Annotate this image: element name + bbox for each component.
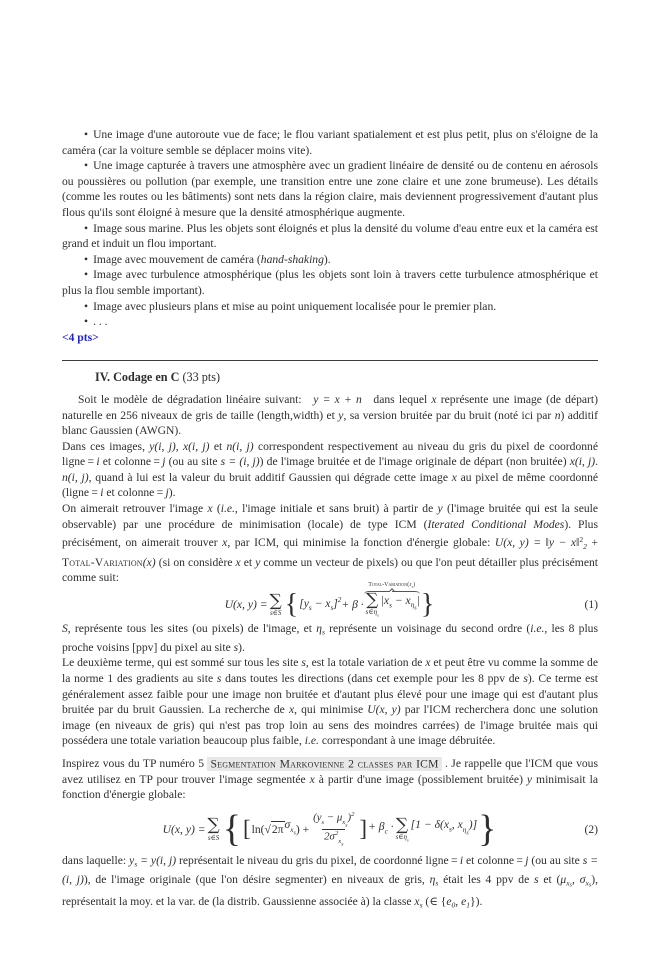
bullet-list bbox=[62, 127, 598, 330]
list-item bbox=[62, 267, 598, 298]
points-badge: <4 pts> bbox=[62, 330, 99, 344]
equation-1-body: U(x, y) = ∑ s∈S { $[y_s - x_s]^2$ + β · Total-$Variation(x_s)$ ∑ $s\in\eta_s$ $|x_s - x_{\eta_s}|$ } bbox=[224, 581, 435, 620]
left-brace: { bbox=[222, 808, 241, 851]
list-item-text: Image avec plusieurs plans et mise au point uniquement localisée pour le premier plan. bbox=[93, 299, 497, 313]
paragraph-model: Soit le modèle de dégradation linéaire suivant: y = x + n dans lequel x représente une image (de départ) naturelle en 256 niveaux de gris de taille (length,width) et y, sa version bruitée par du bruit (noté ici par n) additif blanc Gaussien (AWGN). bbox=[62, 392, 598, 438]
section-title: IV. Codage en C bbox=[95, 370, 180, 385]
equation-2 bbox=[62, 808, 598, 851]
fraction bbox=[311, 811, 356, 848]
sum-operator: ∑ s∈S bbox=[207, 815, 220, 842]
right-brace: } bbox=[478, 808, 497, 851]
list-item bbox=[62, 299, 598, 315]
sigma-icon: ∑ bbox=[269, 590, 282, 611]
paragraph-sites: S, représente tous les sites (ou pixels) de l'image, et $\eta_s$ représente un voisinage du second ordre (i.e., les 8 plus proche voisins [ppv] du pixel au site s). bbox=[62, 621, 598, 654]
bullet-icon: • bbox=[84, 159, 89, 173]
sum-operator: ∑ s∈S bbox=[269, 590, 282, 617]
fraction-numerator: $(y_s - \mu_{x_s})^2$ bbox=[313, 810, 355, 828]
bullet-icon: • bbox=[84, 128, 89, 141]
right-brace: } bbox=[420, 588, 435, 620]
list-item bbox=[62, 252, 598, 268]
equation-number: (1) bbox=[584, 597, 598, 611]
list-item bbox=[62, 127, 598, 158]
overbrace-label: Total-$Variation(x_s)$ bbox=[368, 581, 416, 589]
sum-operator: ∑ $s\in\eta_s$ bbox=[365, 589, 379, 618]
list-item-text: Image avec mouvement de caméra (hand-shaking). bbox=[93, 252, 331, 266]
section-points: (33 pts) bbox=[179, 370, 221, 385]
paragraph-icm: On aimerait retrouver l'image x (i.e., l'image initiale et sans bruit) à partir de y (l'image bruitée qui est la seule observable) par une procédure de minimisation (locale) de type ICM (Iterated Conditional Modes). Plus précisément, on aimerait trouver x, par ICM, qui minimise la fonction d'énergie globale: U(x, y) = ‖y − x‖$^2_2$ + Total-Variation(x) (si on considère x et y comme un vecteur de pixels) ou que l'on peut détailler plus précisément comme suit: bbox=[62, 502, 599, 585]
list-item-text: Une image d'une autoroute vue de face; le flou variant spatialement et est plus petit, plus on s'éloigne de la caméra (car la voiture semble se déplacer moins vite). bbox=[62, 128, 598, 157]
bullet-icon: • bbox=[84, 252, 89, 266]
list-item bbox=[62, 158, 598, 220]
equation-2-body: U(x, y) = ∑ s∈S { [ ln( √ 2π $\sigma_{x_s}$ ) + $\frac{(y_s - \mu_{x_s})^2}{2\sigma^2_{x_s}}$ ] + $\beta_c$ · ∑ $s\in\eta_s$ [$1 - \delta(x_s$, $x_{\eta_s}$)] } bbox=[162, 808, 497, 851]
list-item bbox=[62, 221, 598, 252]
list-item-text: . . . bbox=[93, 315, 108, 329]
left-brace: { bbox=[284, 588, 299, 620]
fraction-denominator: $2\sigma^2_{x_s}$ bbox=[324, 830, 344, 848]
right-bracket: ] bbox=[359, 816, 368, 842]
equation-1 bbox=[62, 581, 598, 620]
bullet-icon: • bbox=[84, 268, 89, 282]
overbrace-curve-icon bbox=[364, 590, 420, 594]
sigma-icon: ∑ bbox=[366, 589, 379, 610]
section-rule bbox=[62, 360, 598, 361]
equation-number: (2) bbox=[584, 822, 598, 836]
list-item bbox=[62, 314, 598, 330]
sum-operator: ∑ $s\in\eta_s$ bbox=[395, 814, 409, 843]
sigma-icon: ∑ bbox=[207, 815, 220, 836]
sigma-icon: ∑ bbox=[396, 814, 409, 835]
section-heading bbox=[62, 370, 598, 386]
list-item-text: Image avec turbulence atmosphérique (plus les objets sont loin à travers cette turbulence atmosphérique et plus la flou semble important). bbox=[62, 268, 598, 297]
list-item-text: Image sous marine. Plus les objets sont éloignés et plus la densité du volume d'eau entre eux et la caméra est grand et induit un flou important. bbox=[62, 221, 598, 251]
paragraph-images: Dans ces images, y(i, j), x(i, j) et n(i, j) correspondent respectivement au niveau du gris du pixel de coordonné ligne = i et colonne = j (ou au site s = (i, j)) de l'image bruitée et de l'image originale de départ (non bruitée) x(i, j). n(i, j), quand à lui est la valeur du bruit additif Gaussien qui dégrade cette image x au pixel de même coordonné (ligne = i et colonne = j). bbox=[62, 439, 599, 500]
paragraph-legend: dans laquelle: $y_s = y(i$, j) représentait le niveau du gris du pixel, de coordonné ligne = i et colonne = j (ou au site s = (i, j)), de l'image originale (que l'on désire segmenter) en niveaux de gris, $\eta_s$ était les 4 ppv de s et ($\mu_{xs}$, $\sigma_{xs}$), représentait la moy. et la var. de (la distrib. Gaussienne associée à) la classe $x_s$ (∈ {$e_0$, $e_1$}). bbox=[62, 854, 599, 910]
bullet-icon: • bbox=[84, 221, 89, 235]
paragraph-tp5: Inspirez vous du TP numéro 5 Segmentation Markovienne 2 classes par ICM . Je rappelle que l'ICM que vous avez utilisez en TP pour trouver l'image segmentée x à partir d'une image (possiblement bruitée) y minimisait la fonction d'énergie globale: bbox=[62, 757, 598, 802]
overbrace bbox=[364, 582, 420, 594]
overbrace-group: Total-$Variation(x_s)$ ∑ $s\in\eta_s$ $|x_s - x_{\eta_s}|$ bbox=[365, 581, 420, 618]
list-item-text: Une image capturée à travers une atmosphère avec un gradient linéaire de densité ou de contenu en aérosols ou poussières ou pollution (par exemple, une transition entre une zone claire et une zone brumeuse). Les détails (comme les routes ou les bâtiments) sont nets dans la région claire, mais deviennent progressivement d'autant plus flous qu'ils sont éloigné à mesure que la densité atmosphérique augmente. bbox=[62, 159, 598, 219]
bullet-icon: • bbox=[84, 315, 89, 329]
left-bracket: [ bbox=[242, 816, 251, 842]
radicand: 2π bbox=[271, 823, 284, 837]
paragraph-second-term: Le deuxième terme, qui est sommé sur tous les site s, est la totale variation de x et peut être vu comme la somme de la norme 1 des gradients au site s dans toutes les directions (dans cet exemple pour les 8 ppv de s). Ce terme est généralement assez faible pour une image non bruitée et d'autant plus élevé pour une image qui est d'autant plus bruitée par du bruit Gaussien. La recherche de x, qui minimise U(x, y) par l'ICM recherchera donc une solution image (en niveaux de gris) qui n'est pas trop loin au sens des moindres carrées) de l'image bruitée mais qui possédera une totale variation beaucoup plus faible, i.e. correspondant à une image débruitée. bbox=[62, 656, 598, 748]
bullet-icon: • bbox=[84, 299, 89, 313]
